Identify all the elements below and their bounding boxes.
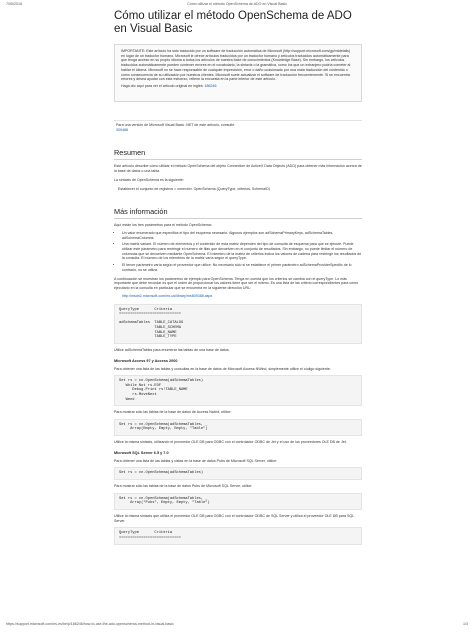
querytype-table-code: QueryType Criteria ============================ adSchemaTables TABLE_CATALOG TABLE_SCHEMA TABLE_NAME TABLE_TYPE (114, 304, 362, 344)
section-mas-info (114, 207, 362, 544)
machine-translation-notice (114, 44, 362, 102)
mas-info-heading: Más información (114, 207, 362, 219)
access-paragraph: Para obtener una lista de las tablas y consultas en la base de datos de Microsoft Access NWind, simplemente utilice el código siguiente: (114, 366, 331, 371)
print-header (6, 2, 468, 9)
msdn-link[interactable]: http://msdn2.microsoft.com/en-us/library/ms809388.aspx (122, 293, 213, 298)
print-date: 7/05/2018 (6, 2, 22, 6)
tables-only-code: Set rs = cn.OpenSchema(adSchemaTables, _ Array(Empty, Empty, Empty, "Table") (114, 419, 362, 436)
list-item: • Una matriz variant. El número de elementos y el contenido de esta matriz dependen del tipo de consulta de esquema para que se ejecute. Puede utilizar este parámetro para restringir el número de filas que devuelven en el conjunto de resultados. Sin embargo, no puede limitar el número de columnas que se devuelven mediante OpenSchema. El miembro de la matriz de criterios indica los valores de cadena para restringir los resultados de la consulta. El número de los miembros de la matriz varía según el queryType. (122, 242, 362, 261)
sql-odbc-paragraph: Utilice la misma sintaxis que utiliza el proveedor OLE DB para ODBC con el controlador ODBC de SQL Server y utiliza el proveedor OLE DB para SQL Server. (114, 513, 355, 523)
print-title: Cómo utilizar el método OpenSchema de ADO en Visual Basic (187, 2, 287, 6)
article (114, 10, 362, 545)
access-heading: Microsoft Access 97 y Access 2000 (114, 358, 178, 363)
sql-heading: Microsoft SQL Server 6.5 y 7.0 (114, 450, 169, 455)
access-code: Set rs = cn.OpenSchema(adSchemaTables) While Not rs.EOF Debug.Print rs!TABLE_NAME rs.MoveNext Wend (114, 375, 362, 406)
list-item: • Un valor enumerado que especifica el tipo del esquema necesario. Algunos ejemplos son adSchemaPrimaryKeys, adSchemaTables, adSchemaColumns. (122, 231, 362, 240)
syntax-intro: La sintaxis de OpenSchema es la siguiente: (114, 177, 184, 182)
divider (114, 120, 362, 121)
params-list (114, 231, 362, 273)
print-footer (6, 622, 468, 629)
enum-tables-text: Utilice adSchemaTables para enumerar las tablas de una base de datos. (114, 347, 230, 352)
notice-cite-prefix: Haga clic aquí para ver el artículo original en inglés: (121, 83, 204, 88)
odbc-paragraph: Utilice la misma sintaxis, utilizando el proveedor OLE DB para ODBC con el controlador ODBC de Jet y el uso de los proveedores OLE DB de Jet. (114, 440, 347, 445)
section-resumen (114, 148, 362, 191)
resumen-paragraph: Este artículo describe cómo utilizar el método OpenSchema del objeto Connection de ActiveX Data Objects (ADO) para obtener más información acerca de la base de datos o una tabla. (114, 164, 362, 174)
resumen-heading: Resumen (114, 148, 362, 160)
params-example-intro: A continuación se muestran los parámetros de ejemplo para OpenSchema. Tenga en cuenta que los criterios se cambia con el queryType. Lo más importante que debe recordar es que el orden de proporcionar los valores tiene que ser el mismo. Es una lista de las criterio correspondientes para cómo ejecutarlo en la consulta en particular que se encuentra en la siguiente dirección URL: (114, 276, 359, 290)
sql-code: Set rs = cn.OpenSchema(adSchemaTables) (114, 467, 362, 480)
vbnet-note-text: Para una versión de Microsoft Visual Basic .NET de este artículo, consulte (116, 123, 235, 127)
sql-tables-paragraph: Para mostrar sólo las tablas de la base de datos Pubs de Microsoft SQL Server, utilice: (114, 484, 253, 489)
tables-only-paragraph: Para mostrar sólo las tablas de la base de datos de Access Nwind, utilice: (114, 410, 232, 415)
original-article-link[interactable]: 186246 (204, 83, 217, 88)
notice-citation (121, 84, 355, 89)
querytype-table-code-2: QueryType Criteria ============================ (114, 527, 362, 544)
list-item: • El tercer parámetro varía según el proveedor que utilice. No necesario sólo si se establece el primer parámetro adSchemaProviderSpecific de lo contrario, no se utiliza. (122, 263, 362, 272)
sql-tables-code: Set rs = cn.OpenSchema(adSchemaTables, _ Array("Pubs", Empty, Empty, "Table") (114, 493, 362, 510)
vbnet-note (114, 123, 362, 132)
print-url: https://support.microsoft.com/es-es/help/186246/how-to-use-the-ado-openschema-method-in-visual-basic (6, 622, 174, 626)
params-intro: Aquí están los tres parámetros para el método OpenSchema: (114, 223, 212, 228)
sql-paragraph: Para obtener una lista de las tablas y vistas en la base de datos Pubs de Microsoft SQL Server, utilice: (114, 458, 278, 463)
vbnet-article-link[interactable]: 309488 (116, 127, 128, 132)
article-title: Cómo utilizar el método OpenSchema de ADO en Visual Basic (114, 10, 352, 35)
syntax-line: Establecer el conjunto de registros = conexión. OpenSchema (QueryType, criterios, SchemaID) (118, 186, 270, 191)
page-number: 1/3 (463, 622, 468, 626)
notice-text: IMPORTANTE: Este artículo ha sido traducido por un software de traducción automática de Microsoft (http://support.microsoft.com/gp/mtdetails) en lugar de un traductor humano. Microsoft le ofrece artículos traducidos por un traductor humano y artículos traducidos automáticamente para que tenga acceso en su propio idioma a todos los artículos de nuestra base de conocimientos (Knowledge Base). Sin embargo, los artículos traducidos automáticamente pueden contener errores en el vocabulario, la sintaxis o la gramática, como los que un extranjero podría cometer al hablar el idioma. Microsoft no se hace responsable de cualquier imprecisión, error o daño ocasionado por una mala traducción del contenido o como consecuencia de su utilización por nuestros clientes. Microsoft suele actualizar el software de traducción frecuentemente. Si se encuentra errores y desea ayudar con este esfuerzo, rellene la encuesta en la parte inferior de este artículo. (121, 49, 351, 82)
